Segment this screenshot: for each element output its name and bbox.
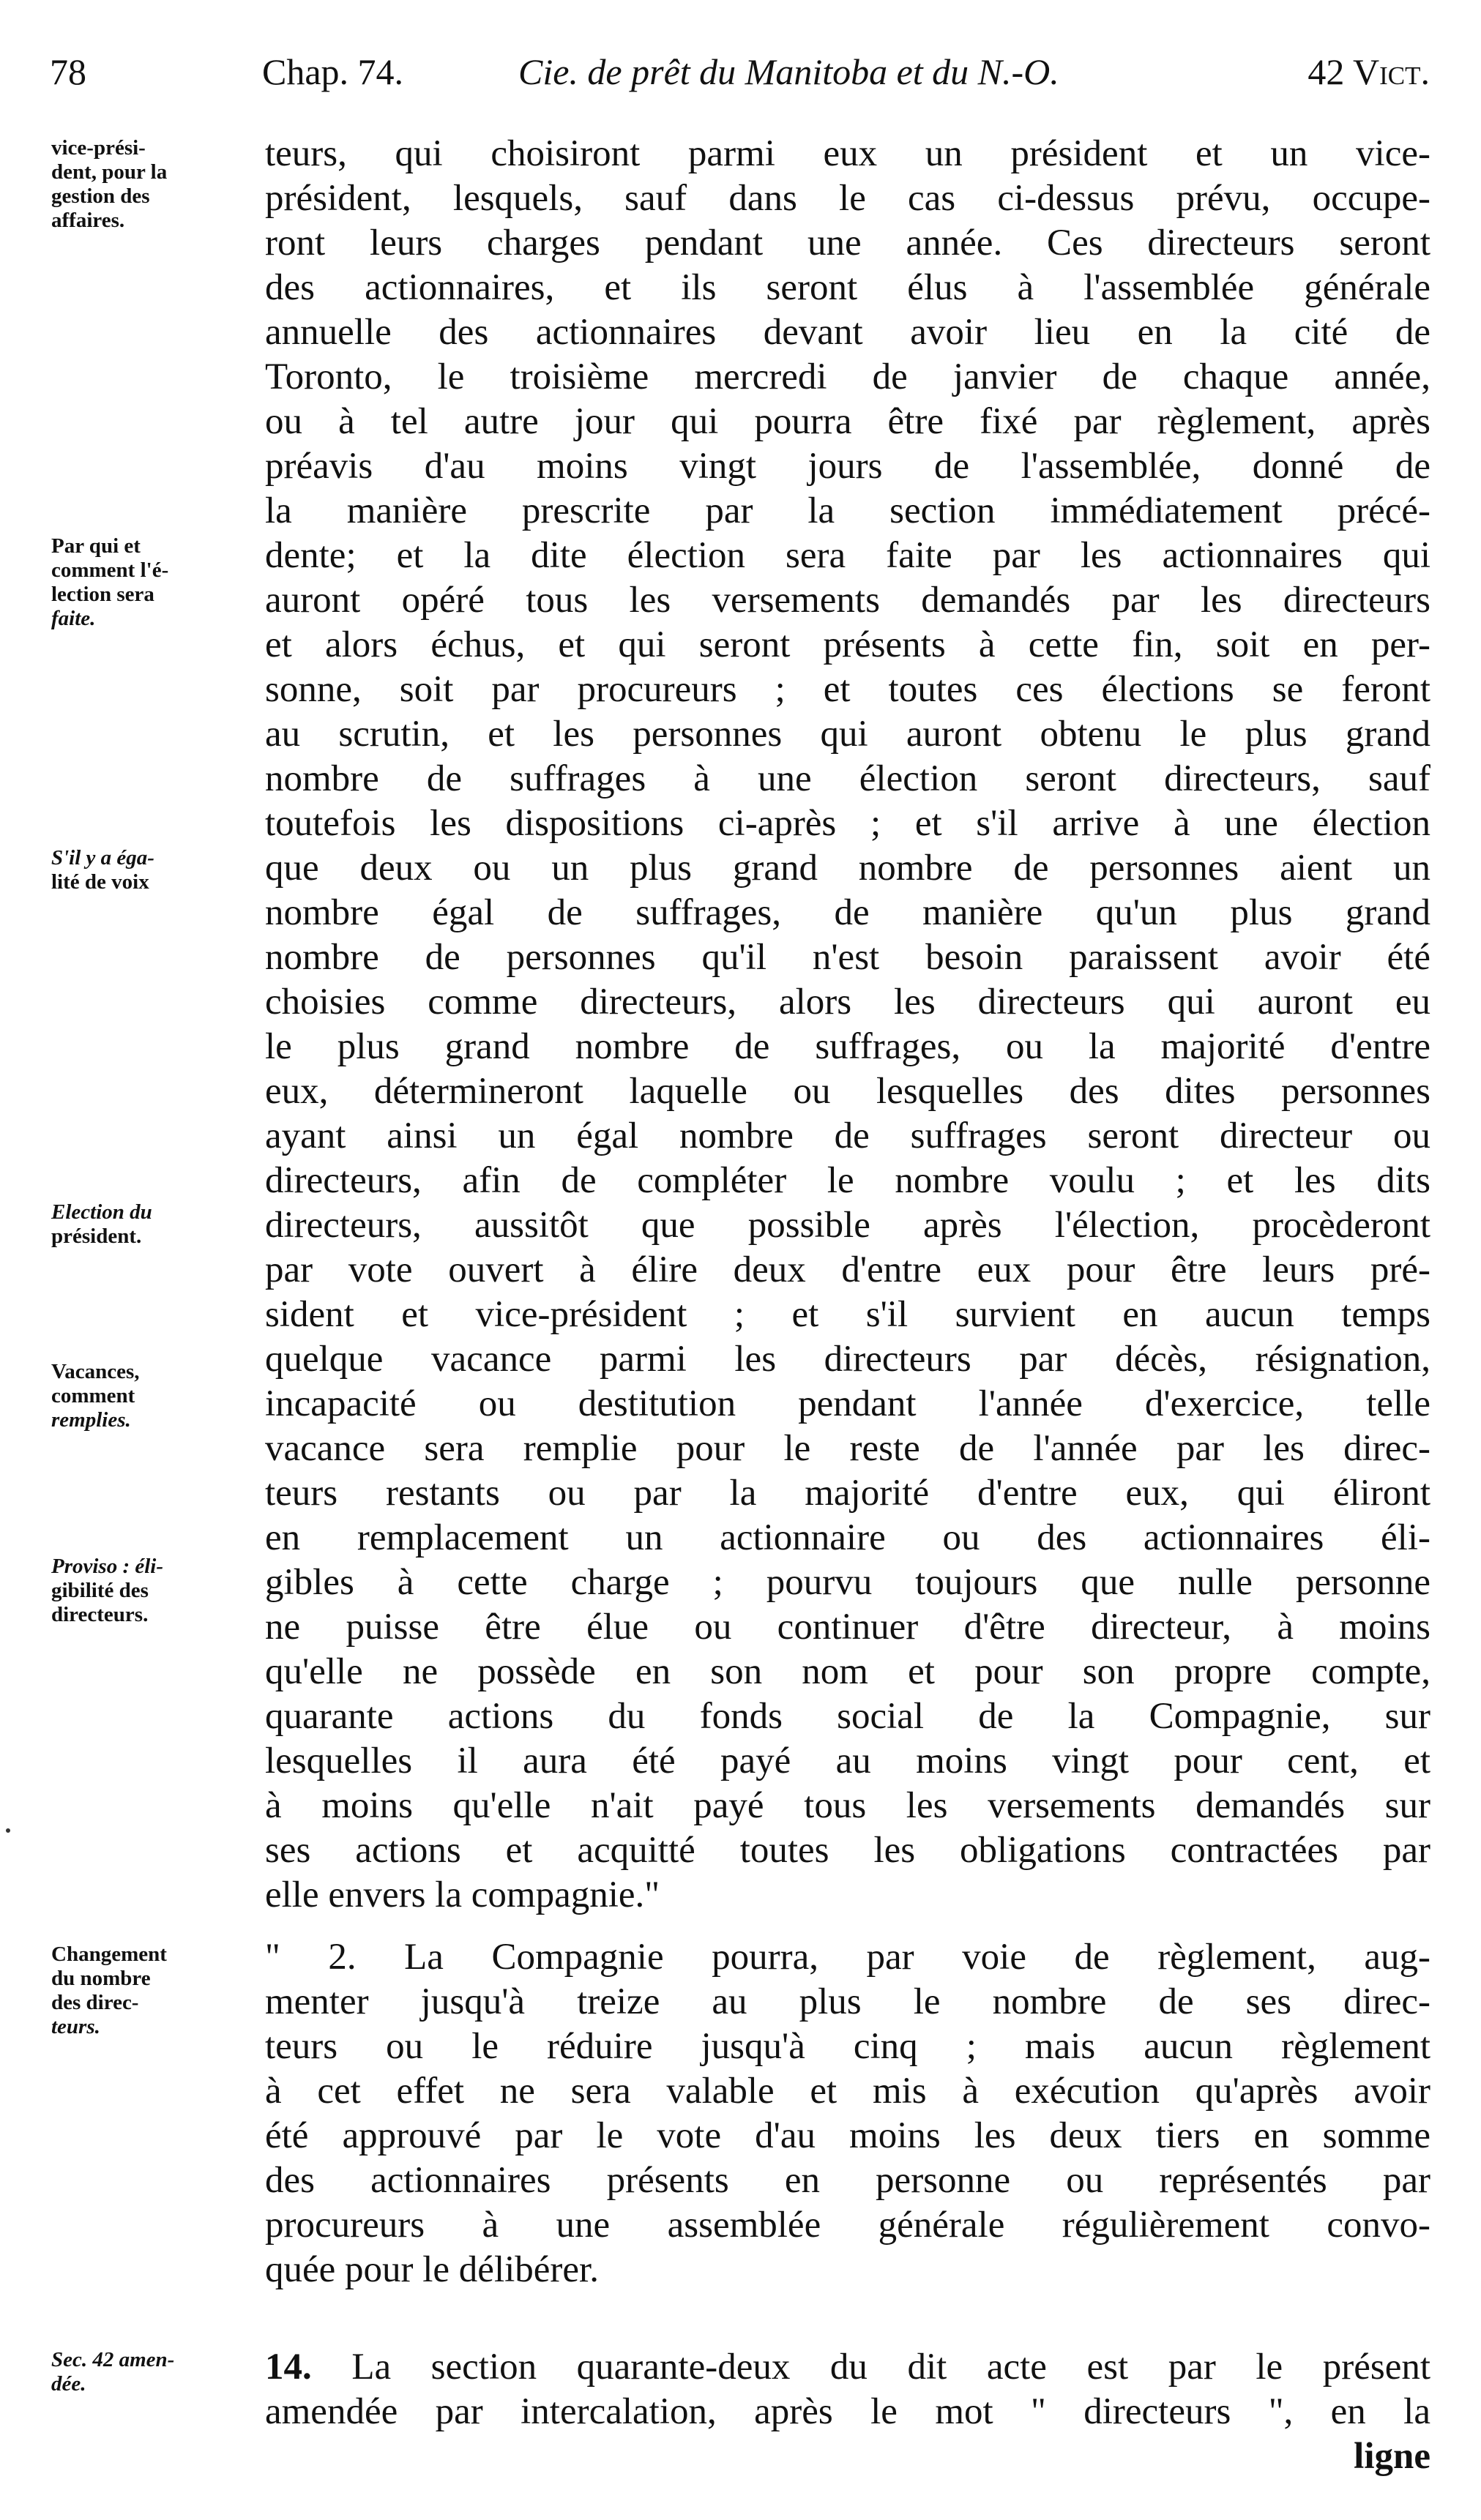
text-line: nombre égal de suffrages, de manière qu'un plus grand [265, 892, 1430, 933]
chapter-label: Chap. 74. [262, 51, 404, 92]
text-line: à cet effet ne sera valable et mis à exécution qu'après avoir [265, 2071, 1430, 2112]
page-number: 78 [50, 51, 86, 92]
text-line: à moins qu'elle n'ait payé tous les versements demandés sur [265, 1785, 1430, 1826]
text-line: dente; et la dite élection sera faite par les actionnaires qui [265, 535, 1430, 576]
text-line: sonne, soit par procureurs ; et toutes ces élections se feront [265, 669, 1430, 710]
paragraph-number-of-directors [265, 1935, 1430, 2292]
text-line: gibles à cette charge ; pourvu toujours que nulle personne [265, 1562, 1430, 1603]
text-line: teurs, qui choisiront parmi eux un président et un vice- [265, 133, 1430, 174]
text-line: quelque vacance parmi les directeurs par décès, résignation, [265, 1339, 1430, 1380]
text-line: " 2. La Compagnie pourra, par voie de règlement, aug- [265, 1937, 1430, 1978]
margin-note-section-42: Sec. 42 amen- dée. [51, 2348, 175, 2396]
text-line: le plus grand nombre de suffrages, ou la majorité d'entre [265, 1026, 1430, 1067]
text-line: et alors échus, et qui seront présents à cette fin, soit en per- [265, 624, 1430, 665]
text-line: nombre de suffrages à une élection seront directeurs, sauf [265, 758, 1430, 799]
margin-note-number-change: Changement du nombre des direc- teurs. [51, 1943, 167, 2038]
print-speck [6, 1828, 10, 1833]
text-line: vacance sera remplie pour le reste de l'année par les direc- [265, 1428, 1430, 1469]
catchword: ligne [1354, 2436, 1430, 2477]
text-line: annuelle des actionnaires devant avoir lieu en la cité de [265, 312, 1430, 353]
text-line: eux, détermineront laquelle ou lesquelles des dites personnes [265, 1071, 1430, 1112]
margin-note-vice-president: vice-prési- dent, pour la gestion des affaires. [51, 136, 168, 232]
text-line: quée pour le délibérer. [265, 2249, 599, 2290]
text-line: ne puisse être élue ou continuer d'être directeur, à moins [265, 1607, 1430, 1648]
paragraph-directors-election [265, 132, 1430, 1918]
text-line: procureurs à une assemblée générale régulièrement convo- [265, 2205, 1430, 2246]
text-line: choisies comme directeurs, alors les directeurs qui auront eu [265, 982, 1430, 1022]
margin-note-tie-vote: S'il y a éga- lité de voix [51, 846, 154, 894]
text-line: ront leurs charges pendant une année. Ces directeurs seront [265, 223, 1430, 263]
text-line: des actionnaires présents en personne ou représentés par [265, 2160, 1430, 2201]
text-line: au scrutin, et les personnes qui auront obtenu le plus grand [265, 714, 1430, 755]
margin-note-president-election: Election du président. [51, 1200, 152, 1248]
text-line: teurs restants ou par la majorité d'entre eux, qui éliront [265, 1473, 1430, 1514]
text-line: président, lesquels, sauf dans le cas ci-dessus prévu, occupe- [265, 178, 1430, 219]
text-line: 14. La section quarante-deux du dit acte est par le présent [265, 2347, 1431, 2388]
running-header [50, 42, 1430, 101]
section-number: 14. [265, 2347, 312, 2388]
text-line: menter jusqu'à treize au plus le nombre de ses direc- [265, 1981, 1430, 2022]
text-line: auront opéré tous les versements demandés par les directeurs [265, 580, 1430, 621]
regnal-year: 42 Vict. [1307, 51, 1430, 92]
text-line: ou à tel autre jour qui pourra être fixé par règlement, après [265, 401, 1430, 442]
text-line: Toronto, le troisième mercredi de janvier de chaque année, [265, 356, 1430, 397]
margin-note-eligibility: Proviso : éli- gibilité des directeurs. [51, 1555, 164, 1626]
margin-note-vacancies: Vacances, comment remplies. [51, 1360, 140, 1432]
text-line: en remplacement un actionnaire ou des actionnaires éli- [265, 1517, 1430, 1558]
text-line: préavis d'au moins vingt jours de l'assemblée, donné de [265, 446, 1430, 487]
text-line: sident et vice-président ; et s'il survient en aucun temps [265, 1294, 1430, 1335]
text-line: directeurs, afin de compléter le nombre voulu ; et les dits [265, 1160, 1430, 1201]
text-line: toutefois les dispositions ci-après ; et s'il arrive à une élection [265, 803, 1430, 844]
margin-note-election-method: Par qui et comment l'é- lection sera faite. [51, 534, 169, 630]
text-line: la manière prescrite par la section immédiatement précé- [265, 490, 1430, 531]
text-line: nombre de personnes qu'il n'est besoin paraissent avoir été [265, 937, 1430, 978]
section-14 [265, 2345, 1430, 2479]
text-line: ses actions et acquitté toutes les obligations contractées par [265, 1830, 1430, 1871]
text-line: elle envers la compagnie." [265, 1874, 660, 1915]
text-line: teurs ou le réduire jusqu'à cinq ; mais aucun règlement [265, 2026, 1430, 2067]
text-line: par vote ouvert à élire deux d'entre eux pour être leurs pré- [265, 1249, 1430, 1290]
text-line: ayant ainsi un égal nombre de suffrages seront directeur ou [265, 1115, 1430, 1156]
text-line: des actionnaires, et ils seront élus à l'assemblée générale [265, 267, 1430, 308]
text-line: été approuvé par le vote d'au moins les deux tiers en somme [265, 2115, 1430, 2156]
text-line: directeurs, aussitôt que possible après l'élection, procèderont [265, 1205, 1430, 1246]
text-line: amendée par intercalation, après le mot " directeurs ", en la [265, 2391, 1430, 2432]
running-title: Cie. de prêt du Manitoba et du N.-O. [518, 51, 1059, 92]
text-line: lesquelles il aura été payé au moins vingt pour cent, et [265, 1741, 1430, 1781]
text-line: incapacité ou destitution pendant l'année d'exercice, telle [265, 1383, 1430, 1424]
text-line: quarante actions du fonds social de la Compagnie, sur [265, 1696, 1430, 1737]
text-line: que deux ou un plus grand nombre de personnes aient un [265, 848, 1430, 889]
text-line: qu'elle ne possède en son nom et pour son propre compte, [265, 1651, 1430, 1692]
